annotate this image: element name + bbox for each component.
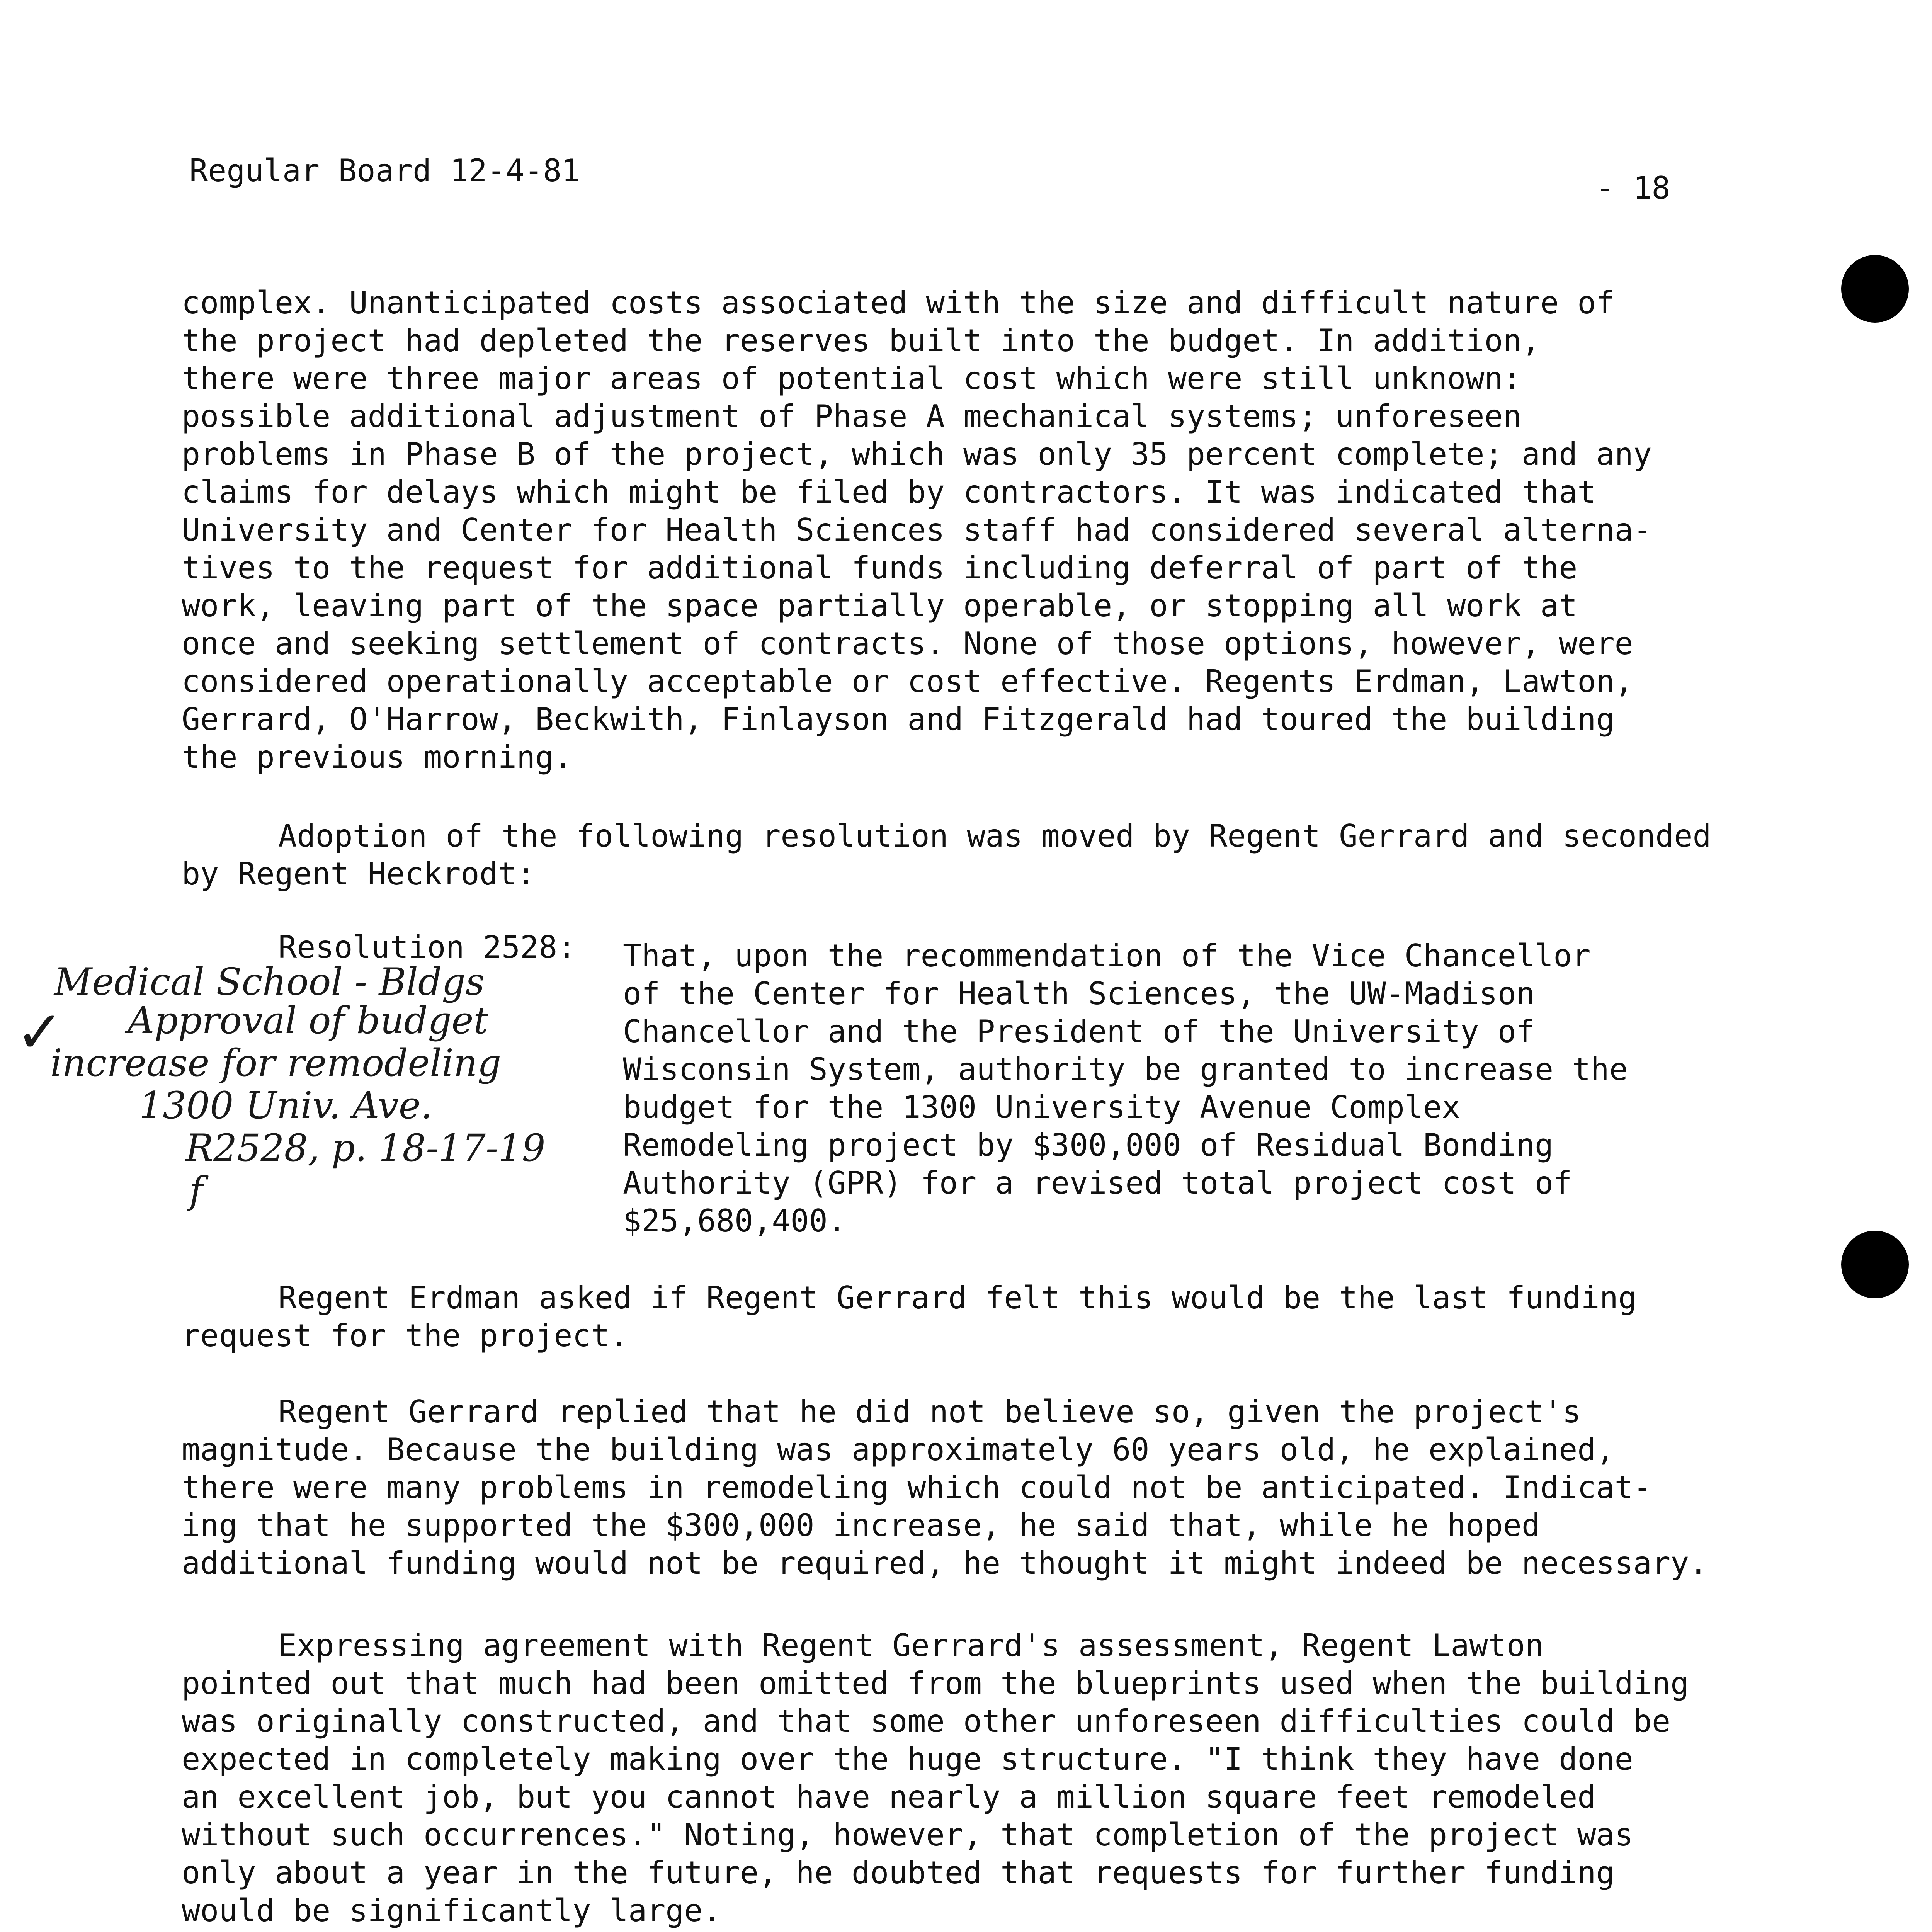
handwritten-note-line-2: Approval of budget [128,999,489,1042]
resolution-text: That, upon the recommendation of the Vice Chancellor of the Center for Health Sciences, the UW-Madison Chancellor and the President of the University of Wisconsin System, authority be granted to increase the budget for the 1300 University Avenue Complex Remodeling project by $300,000 of Residual Bonding Authority (GPR) for a revised total project cost of $25,680,400. [623,938,1628,1239]
paragraph-cost-background: complex. Unanticipated costs associated with the size and difficult nature of the project had depleted the reserves built into the budget. In addition, there were three major areas of potential cost which were still unknown: possible additional adjustment of Phase A mechanical systems; unforeseen problems in Phase B of the project, which was only 35 percent complete; and any claims for delays which might be filed by contractors. It was indicated that University and Center for Health Sciences staff had considered several alterna- tives to the request for additional funds including deferral of part of the work, leaving part of the space partially operable, or stopping all work at once and seeking settlement of contracts. None of those options, however, were considered operationally acceptable or cost effective. Regents Erdman, Lawton, Gerrard, O'Harrow, Beckwith, Finlayson and Fitzgerald had toured the building the previous morning. [182,285,1652,775]
paragraph-gerrard-reply: Regent Gerrard replied that he did not believe so, given the project's magnitude. Because the building was approximately 60 years old, he explained, there were many problems in remodeling which could not be anticipated. Indicat- ing that he supported the $300,000 increase, he said that, while he hoped additional funding would not be required, he thought it might indeed be necessary. [182,1394,1708,1581]
punch-hole-top [1841,255,1909,323]
handwritten-note-line-5: R2528, p. 18-17-19 [185,1126,546,1170]
punch-hole-middle [1841,1231,1909,1298]
handwritten-note-line-1: Medical School - Bldgs [54,960,485,1003]
handwritten-note-line-3: increase for remodeling [50,1041,502,1085]
paragraph-erdman-question: Regent Erdman asked if Regent Gerrard felt this would be the last funding request for the project. [182,1280,1637,1354]
document-header: Regular Board 12-4-81 [189,153,580,189]
page-number: - 18 [1596,170,1670,206]
handwritten-note-line-4: 1300 Univ. Ave. [139,1084,433,1127]
check-mark-icon: ✓ [15,999,64,1066]
paragraph-motion: Adoption of the following resolution was moved by Regent Gerrard and seconded by Regent Heckrodt: [182,818,1711,892]
resolution-label: Resolution 2528: [278,929,576,965]
handwritten-note-line-6: f [189,1169,203,1212]
paragraph-lawton-comment: Expressing agreement with Regent Gerrard's assessment, Regent Lawton pointed out that much had been omitted from the blueprints used when the building was originally constructed, and that some other unforeseen difficulties could be expected in completely making over the huge structure. "I think they have done an excellent job, but you cannot have nearly a million square feet remodeled without such occurrences." Noting, however, that completion of the project was only about a year in the future, he doubted that requests for further funding would be significantly large. [182,1628,1689,1929]
